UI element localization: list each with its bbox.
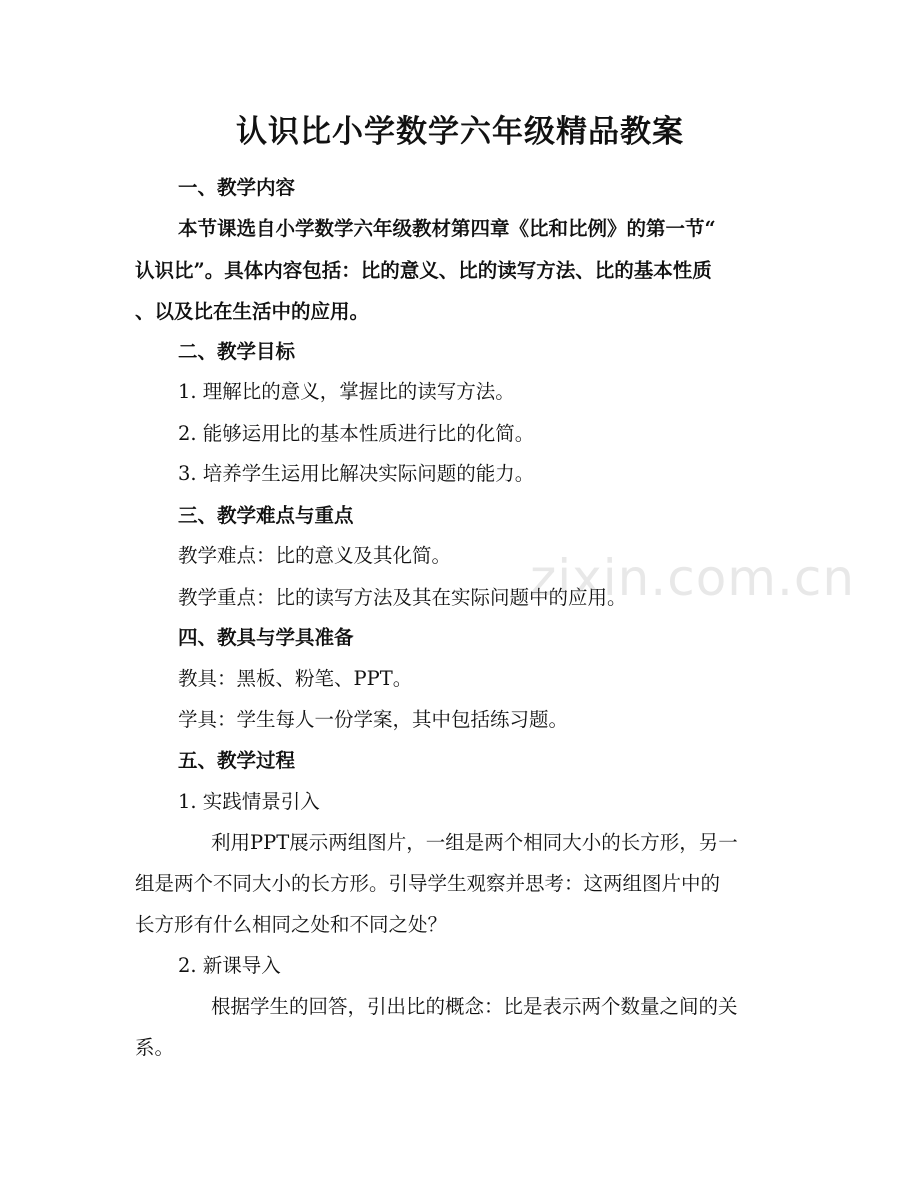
teacher-tools-line: 教具：黑板、粉笔、PPT。	[178, 667, 413, 690]
process-step1-line-2: 组是两个不同大小的长方形。引导学生观察并思考：这两组图片中的	[135, 872, 721, 895]
process-step2-line-1: 根据学生的回答，引出比的概念：比是表示两个数量之间的关	[211, 995, 738, 1018]
goal-item-3: 3. 培养学生运用比解决实际问题的能力。	[178, 462, 535, 485]
section-heading-tools: 四、教具与学具准备	[178, 626, 354, 649]
content-paragraph-line-2: 认识比”。具体内容包括：比的意义、比的读写方法、比的基本性质	[135, 259, 712, 282]
section-heading-content: 一、教学内容	[178, 176, 296, 199]
process-step1-line-3: 长方形有什么相同之处和不同之处？	[135, 913, 448, 936]
section-heading-goals: 二、教学目标	[178, 340, 296, 363]
process-step1-line-1: 利用PPT展示两组图片，一组是两个相同大小的长方形，另一	[211, 831, 738, 854]
process-step2-line-2: 系。	[135, 1036, 175, 1059]
process-step1-title: 1. 实践情景引入	[178, 790, 320, 813]
content-paragraph-line-3: 、以及比在生活中的应用。	[135, 300, 370, 323]
difficulty-line: 教学难点：比的意义及其化简。	[178, 544, 452, 567]
document-title: 认识比小学数学六年级精品教案	[236, 114, 684, 150]
watermark: zixin.com.cn	[530, 549, 856, 607]
goal-item-1: 1. 理解比的意义，掌握比的读写方法。	[178, 380, 515, 403]
student-tools-line: 学具：学生每人一份学案，其中包括练习题。	[178, 708, 569, 731]
process-step2-title: 2. 新课导入	[178, 954, 281, 977]
section-heading-process: 五、教学过程	[178, 749, 296, 772]
goal-item-2: 2. 能够运用比的基本性质进行比的化简。	[178, 422, 535, 445]
content-paragraph-line-1: 本节课选自小学数学六年级教材第四章《比和比例》的第一节“	[178, 217, 716, 240]
section-heading-difficulty: 三、教学难点与重点	[178, 504, 354, 527]
keypoint-line: 教学重点：比的读写方法及其在实际问题中的应用。	[178, 586, 627, 609]
